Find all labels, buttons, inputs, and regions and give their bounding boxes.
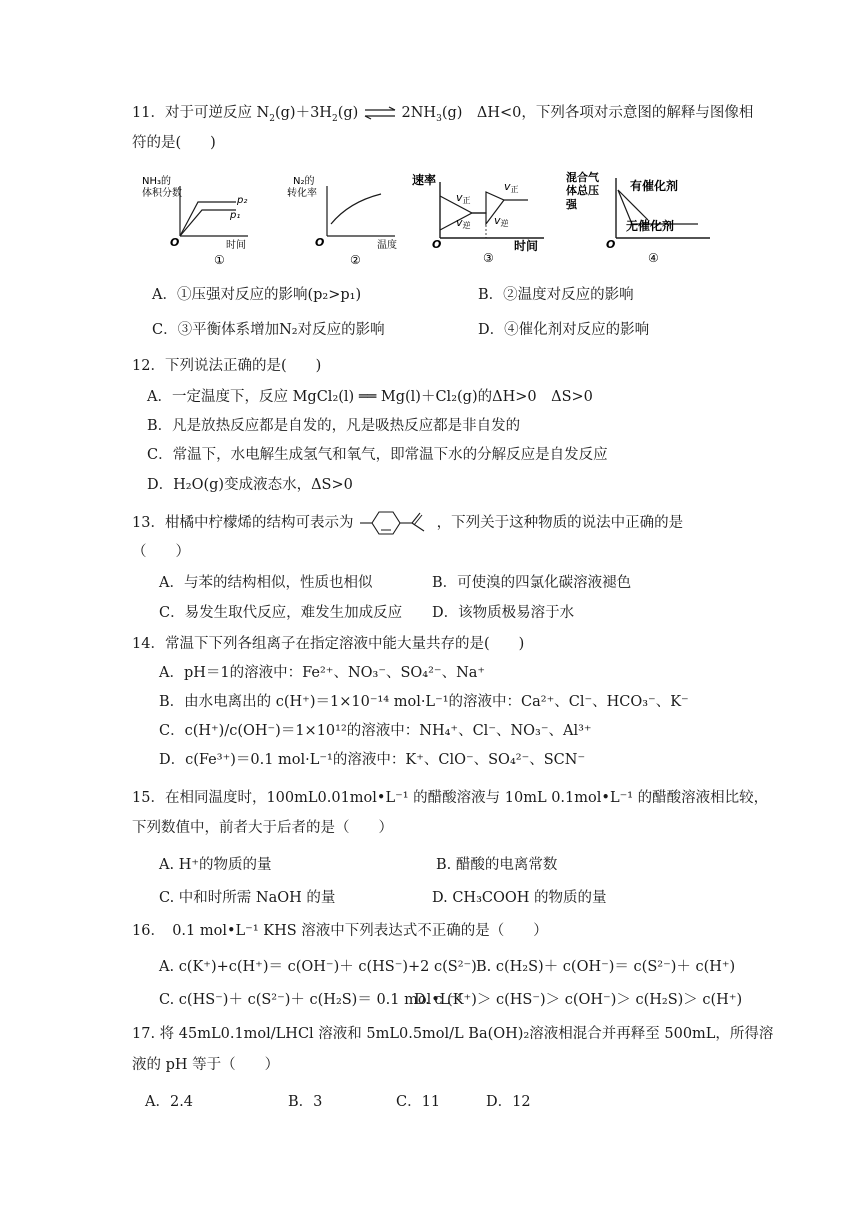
q16-option-a[interactable]: A. c(K⁺)+c(H⁺)＝ c(OH⁻)＋ c(HS⁻)+2 c(S²⁻) [159,959,477,975]
fig4-ylabel-1: 混合气 [566,171,599,184]
q16-option-b[interactable]: B. c(H₂S)＋ c(OH⁻)＝ c(S²⁻)＋ c(H⁺) [476,959,736,975]
fig3-ylabel: 速率 [412,173,437,187]
fig3-origin: O [432,238,442,251]
q13-option-b[interactable]: B．可使溴的四氯化碳溶液褪色 [432,575,632,591]
fig3-v-forward-label-2: v正 [504,180,519,194]
q11-option-d[interactable]: D．④催化剂对反应的影响 [478,322,650,338]
fig4-origin: O [606,238,616,251]
equilibrium-arrow-icon [363,106,397,120]
fig2-number: ② [350,253,361,267]
q11-stem: 11．对于可逆反应 $N_2(g)+3H_2(g)$ $2NH_3(g)$ ΔH<0，下列各项对示意图的解释与图像相 [132,105,754,124]
fig1-xlabel: 时间 [226,240,246,251]
q11-figure-1 [140,172,270,267]
q16-stem: 16． 0.1 mol•L⁻¹ KHS 溶液中下列表达式不正确的是（ ） [132,923,548,939]
q16-option-c[interactable]: C. c(HS⁻)＋ c(S²⁻)＋ c(H₂S)＝ 0.1 mol•L⁻¹ [159,992,463,1008]
q17-option-c[interactable]: C．11 [396,1094,441,1110]
fig1-origin: O [170,236,180,249]
q17-option-d[interactable]: D．12 [486,1094,531,1110]
q12-option-b[interactable]: B．凡是放热反应都是自发的，凡是吸热反应都是非自发的 [147,418,521,434]
fig1-p1-label: p₁ [230,210,241,221]
fig1-number: ① [214,253,225,267]
q11-stem-line2: 符的是( ) [132,135,216,151]
fig4-catalyst-label: 有催化剂 [630,179,679,193]
fig4-ylabel-3: 强 [566,198,577,211]
q13-option-c[interactable]: C．易发生取代反应，难发生加成反应 [159,605,403,621]
fig2-ylabel-2: 转化率 [287,188,317,199]
q11-option-a[interactable]: A．①压强对反应的影响(p₂>p₁) [152,287,362,303]
fig4-ylabel-2: 体总压 [566,184,599,197]
fig2-origin: O [315,236,325,249]
q17-option-b[interactable]: B．3 [288,1094,323,1110]
q11-figure-3 [410,168,555,266]
q12-option-a[interactable]: A．一定温度下，反应 MgCl₂(l) ══ Mg(l)＋Cl₂(g)的ΔH>0 ΔS>0 [147,389,593,405]
q15-option-d[interactable]: D. CH₃COOH 的物质的量 [432,890,607,906]
fig3-v-reverse-label: v逆 [456,216,471,230]
limonene-structure-icon [358,509,432,537]
q11-figure-2 [287,172,412,267]
fig4-no-catalyst-label: 无催化剂 [626,219,675,233]
q14-stem: 14．常温下下列各组离子在指定溶液中能大量共存的是( ) [132,636,525,652]
q15-stem: 15．在相同温度时，100mL0.01mol•L⁻¹ 的醋酸溶液与 10mL 0.1mol•L⁻¹ 的醋酸溶液相比较， [132,790,769,806]
q16-option-d[interactable]: D. c (K⁺)＞ c(HS⁻)＞ c(OH⁻)＞ c(H₂S)＞ c(H⁺) [414,992,743,1008]
fig3-number: ③ [483,251,494,265]
q15-option-b[interactable]: B. 醋酸的电离常数 [436,857,558,873]
q14-option-d[interactable]: D．c(Fe³⁺)＝0.1 mol·L⁻¹的溶液中：K⁺、ClO⁻、SO₄²⁻、SCN⁻ [159,752,586,768]
q12-option-d[interactable]: D．H₂O(g)变成液态水，ΔS>0 [147,477,353,493]
q13-option-a[interactable]: A．与苯的结构相似，性质也相似 [159,575,373,591]
q17-option-a[interactable]: A．2.4 [145,1094,194,1110]
q17-stem: 17. 将 45mL0.1mol/LHCl 溶液和 5mL0.5mol/L Ba(OH)₂溶液相混合并再释至 500mL，所得溶 [132,1026,774,1042]
fig2-xlabel: 温度 [377,240,397,251]
q15-option-a[interactable]: A. H⁺的物质的量 [159,857,272,873]
fig3-xlabel: 时间 [514,239,539,253]
q14-option-a[interactable]: A．pH＝1的溶液中：Fe²⁺、NO₃⁻、SO₄²⁻、Na⁺ [159,665,486,681]
fig1-ylabel-2: 体积分数 [142,188,182,199]
q15-stem-line2: 下列数值中，前者大于后者的是（ ） [132,820,393,836]
q14-option-b[interactable]: B．由水电离出的 c(H⁺)＝1×10⁻¹⁴ mol·L⁻¹的溶液中：Ca²⁺、Cl⁻、HCO₃⁻、K⁻ [159,694,689,710]
fig4-number: ④ [648,251,659,265]
fig1-ylabel-1: NH₃的 [142,176,172,187]
fig3-v-reverse-label-2: v逆 [494,214,509,228]
q15-option-c[interactable]: C. 中和时所需 NaOH 的量 [159,890,336,906]
q17-stem-line2: 液的 pH 等于（ ） [132,1057,280,1073]
q12-stem: 12．下列说法正确的是( ) [132,358,322,374]
q14-option-c[interactable]: C．c(H⁺)/c(OH⁻)＝1×10¹²的溶液中：NH₄⁺、Cl⁻、NO₃⁻、Al³⁺ [159,723,592,739]
q13-stem-line2: （ ） [132,544,190,560]
q12-option-c[interactable]: C．常温下，水电解生成氢气和氧气，即常温下水的分解反应是自发反应 [147,447,608,463]
fig2-ylabel-1: N₂的 [293,176,315,187]
fig3-v-forward-label: v正 [456,191,471,205]
q11-option-b[interactable]: B．②温度对反应的影响 [478,287,634,303]
q13-stem: 13．柑橘中柠檬烯的结构可表示为 ，下列关于这种物质的说法中正确的是 [132,509,683,537]
q11-option-c[interactable]: C．③平衡体系增加N₂对反应的影响 [152,322,385,338]
q11-figure-4 [566,168,716,266]
q13-option-d[interactable]: D．该物质极易溶于水 [432,605,575,621]
fig1-p2-label: p₂ [237,195,248,206]
